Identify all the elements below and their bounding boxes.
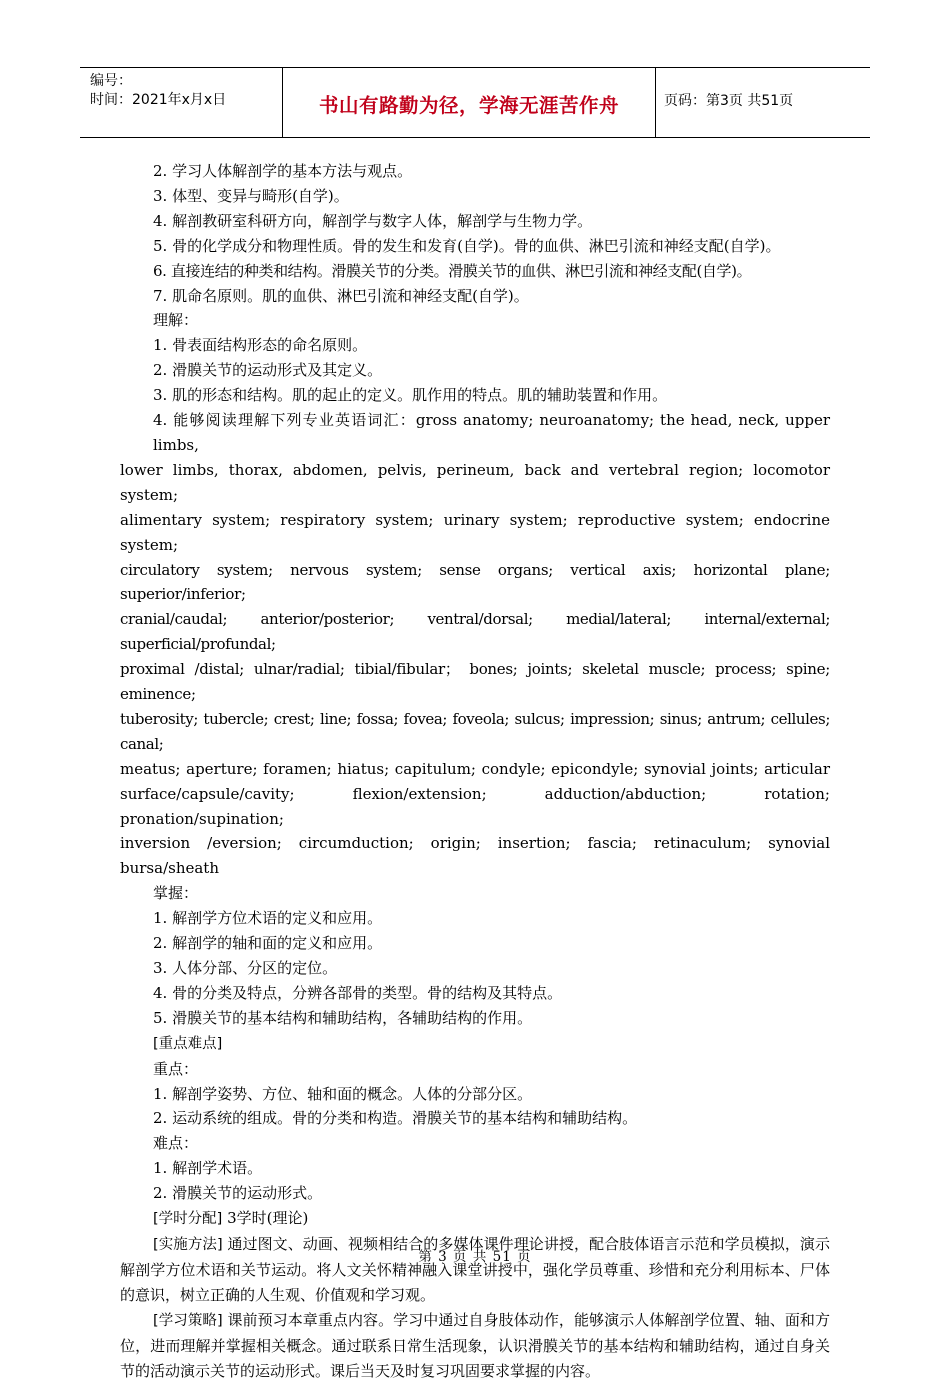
section-title-master: 掌握： xyxy=(153,884,199,903)
strategy-paragraph xyxy=(120,1308,830,1383)
section-title-key-difficult xyxy=(120,1031,830,1057)
list-item: 1. 骨表面结构形态的命名原则。 xyxy=(153,336,368,355)
list-item: 3. 肌的形态和结构。肌的起止的定义。肌作用的特点。肌的辅助装置和作用。 xyxy=(153,386,668,405)
header-slogan-cell xyxy=(283,68,656,137)
vocab-line: tuberosity; tubercle; crest; line; fossa; fovea; foveola; sulcus; impression; sinus; antrum; cellules; canal; xyxy=(120,709,830,753)
list-item: 1. 解剖学姿势、方位、轴和面的概念。人体的分部分区。 xyxy=(153,1084,533,1103)
key-difficult-label: [重点难点] xyxy=(153,1035,223,1052)
method-paragraph xyxy=(120,1232,830,1308)
list-item: 1. 解剖学方位术语的定义和应用。 xyxy=(153,909,383,928)
time-label: 时间：2021年x月x日 xyxy=(90,92,227,108)
hours-label: [学时分配] xyxy=(153,1211,223,1228)
hours-text: 3学时(理论) xyxy=(222,1209,309,1228)
vocab-line: inversion /eversion; circumduction; origin; insertion; fascia; retinaculum; synovial bursa/sheath xyxy=(120,834,830,878)
vocab-line: cranial/caudal; anterior/posterior; ventral/dorsal; medial/lateral; internal/external; superficial/profundal; xyxy=(120,610,830,654)
list-item: 5. 滑膜关节的基本结构和辅助结构，各辅助结构的作用。 xyxy=(153,1008,533,1027)
list-item: 5. 骨的化学成分和物理性质。骨的发生和发育(自学)。骨的血供、淋巴引流和神经支配(自学)。 xyxy=(153,236,781,255)
vocab-line: lower limbs, thorax, abdomen, pelvis, perineum, back and vertebral region; locomotor system; xyxy=(120,460,830,504)
vocab-line: meatus; aperture; foramen; hiatus; capitulum; condyle; epicondyle; synovial joints; articular xyxy=(120,759,830,778)
hours-paragraph xyxy=(120,1206,830,1232)
list-item: 3. 人体分部、分区的定位。 xyxy=(153,959,338,977)
section-title-understand: 理解： xyxy=(153,311,199,330)
vocab-line: 4. 能够阅读理解下列专业英语词汇：gross anatomy; neuroanatomy; the head, neck, upper limbs, xyxy=(153,411,830,454)
slogan: 书山有路勤为径，学海无涯苦作舟 xyxy=(318,94,619,117)
list-item: 2. 滑膜关节的运动形式及其定义。 xyxy=(153,361,383,380)
vocab-line: proximal /distal; ulnar/radial; tibial/fibular； bones; joints; skeletal muscle; process; spine; eminence; xyxy=(120,660,830,704)
strategy-text: 课前预习本章重点内容。学习中通过自身肢体动作，能够演示人体解剖学位置、轴、面和方位，进而理解并掌握相关概念。通过联系日常生活现象，认识滑膜关节的基本结构和辅助结构，通过自身关节的活动演示关节的运动形式。课后当天及时复习巩固要求掌握的内容。 xyxy=(120,1310,830,1380)
method-text: 通过图文、动画、视频相结合的多媒体课件理论讲授，配合肢体语言示范和学员模拟，演示解剖学方位术语和关节运动。将人文关怀精神融入课堂讲授中，强化学员尊重、珍惜和充分利用标本、尸体的意识，树立正确的人生观、价值观和学习观。 xyxy=(120,1234,830,1304)
vocab-line: circulatory system; nervous system; sense organs; vertical axis; horizontal plane; superior/inferior; xyxy=(120,560,830,604)
vocab-line: alimentary system; respiratory system; urinary system; reproductive system; endocrine system; xyxy=(120,510,830,554)
list-item: 2. 解剖学的轴和面的定义和应用。 xyxy=(153,934,383,953)
number-label: 编号： xyxy=(90,73,132,89)
list-item-vocabulary xyxy=(120,408,830,881)
header-page-cell xyxy=(656,68,870,137)
list-item: 1. 解剖学术语。 xyxy=(153,1159,263,1178)
list-item: 4. 骨的分类及特点，分辨各部骨的类型。骨的结构及其特点。 xyxy=(153,983,563,1002)
list-item: 3. 体型、变异与畸形(自学)。 xyxy=(153,186,349,205)
page-info: 页码：第3页 共51页 xyxy=(664,93,794,109)
list-item: 2. 滑膜关节的运动形式。 xyxy=(153,1184,323,1203)
method-label: [实施方法] xyxy=(153,1236,223,1253)
header-info-cell xyxy=(80,68,283,137)
list-item: 7. 肌命名原则。肌的血供、淋巴引流和神经支配(自学)。 xyxy=(153,286,529,305)
list-item: 2. 学习人体解剖学的基本方法与观点。 xyxy=(153,162,413,180)
list-item: 4. 解剖教研室科研方向，解剖学与数字人体，解剖学与生物力学。 xyxy=(153,211,593,230)
list-item: 2. 运动系统的组成。骨的分类和构造。滑膜关节的基本结构和辅助结构。 xyxy=(153,1109,638,1128)
vocab-line: surface/capsule/cavity; flexion/extension; adduction/abduction; rotation; pronation/supination; xyxy=(120,784,830,828)
section-title-key: 重点： xyxy=(153,1059,199,1078)
document-body xyxy=(120,159,830,1383)
list-item: 6. 直接连结的种类和结构。滑膜关节的分类。滑膜关节的血供、淋巴引流和神经支配(自学)。 xyxy=(153,261,752,280)
strategy-label: [学习策略] xyxy=(153,1312,223,1329)
page-header xyxy=(80,67,870,138)
section-title-difficult: 难点： xyxy=(153,1134,199,1153)
page-footer: 第 3 页 共 51 页 xyxy=(418,1249,532,1265)
